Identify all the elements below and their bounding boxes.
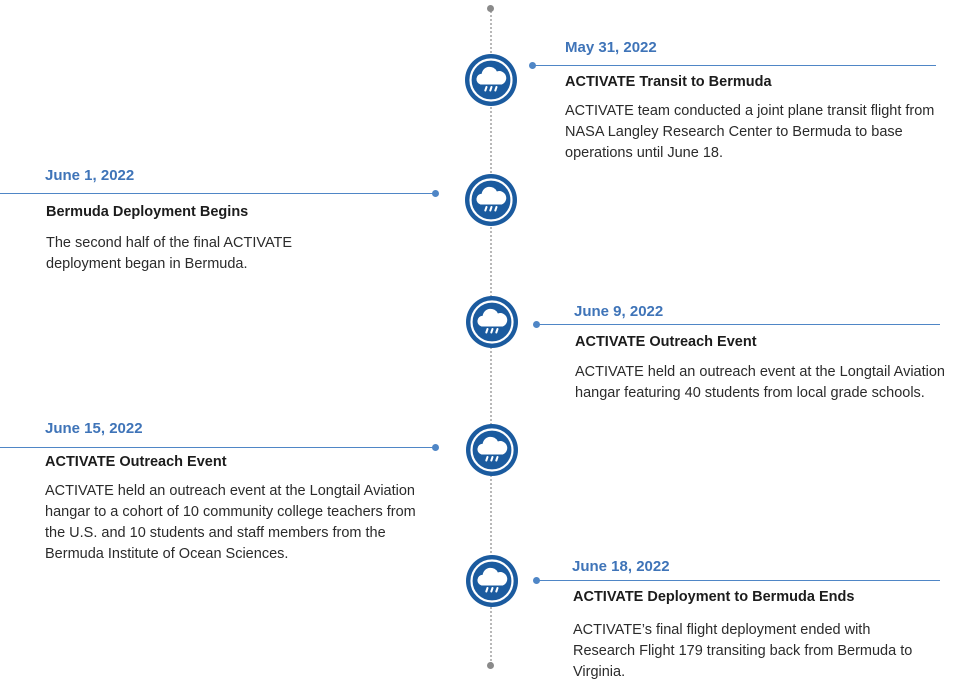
cloud-rain-icon — [466, 424, 518, 476]
event-description: ACTIVATE team conducted a joint plane transit flight from NASA Langley Research Center to Bermuda to base operations until June 18. — [565, 103, 935, 161]
connector-line — [537, 324, 940, 325]
event-node-2 — [465, 174, 517, 226]
event-node-5 — [466, 555, 518, 607]
event-description: ACTIVATE held an outreach event at the Longtail Aviation hangar featuring 40 students from local grade schools. — [575, 364, 945, 401]
event-title: ACTIVATE Outreach Event — [45, 454, 227, 470]
event-date: June 15, 2022 — [45, 420, 143, 437]
event-description: ACTIVATE’s final flight deployment ended with Research Flight 179 transiting back from Bermuda to Virginia. — [573, 622, 913, 680]
event-date: June 9, 2022 — [574, 303, 664, 320]
connector-dot — [432, 444, 439, 451]
connector-line — [533, 65, 936, 66]
event-title: ACTIVATE Outreach Event — [575, 334, 757, 350]
event-node-4 — [466, 424, 518, 476]
event-node-1 — [465, 54, 517, 106]
connector-dot — [432, 190, 439, 197]
cloud-rain-icon — [465, 174, 517, 226]
cloud-rain-icon — [465, 54, 517, 106]
connector-line — [0, 193, 436, 194]
event-title: ACTIVATE Deployment to Bermuda Ends — [573, 589, 855, 605]
connector-line — [537, 580, 940, 581]
cloud-rain-icon — [466, 296, 518, 348]
event-node-3 — [466, 296, 518, 348]
event-title: ACTIVATE Transit to Bermuda — [565, 74, 772, 90]
timeline-start-dot — [487, 5, 494, 12]
event-date: June 1, 2022 — [45, 167, 135, 184]
event-title: Bermuda Deployment Begins — [46, 204, 249, 220]
timeline-end-dot — [487, 662, 494, 669]
connector-line — [0, 447, 436, 448]
event-description: ACTIVATE held an outreach event at the Longtail Aviation hangar to a cohort of 10 community college teachers from the U.S. and 10 students and staff members from the Bermuda Institute of Ocean Sciences. — [45, 483, 416, 562]
cloud-rain-icon — [466, 555, 518, 607]
event-date: May 31, 2022 — [565, 39, 657, 56]
event-date: June 18, 2022 — [572, 558, 670, 575]
event-description: The second half of the final ACTIVATE deployment began in Bermuda. — [46, 235, 293, 272]
